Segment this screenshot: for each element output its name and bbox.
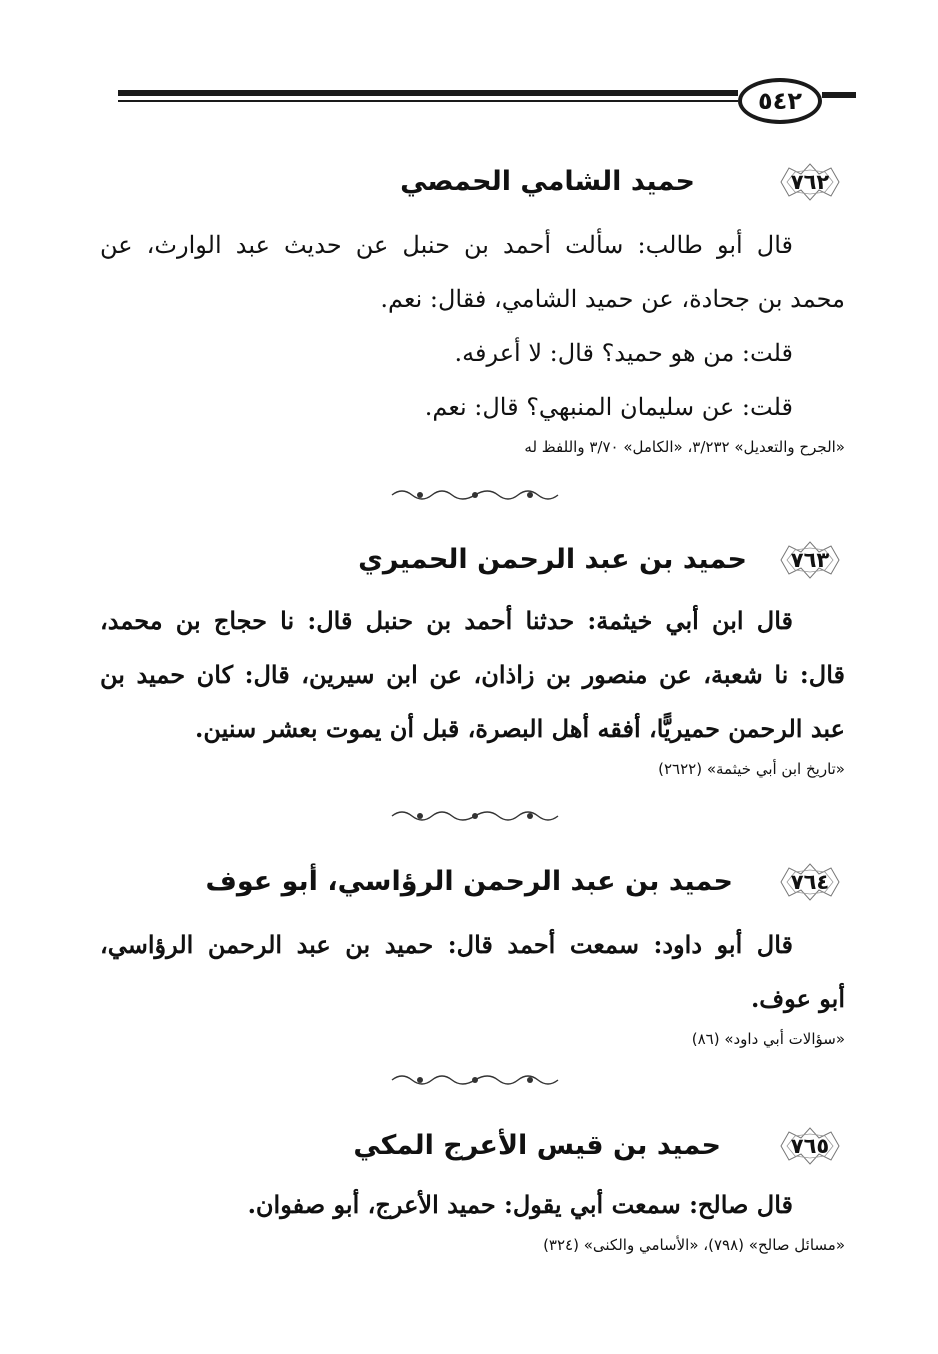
- entry-heading: [100, 162, 845, 212]
- text-line: قال أبو داود: سمعت أحمد قال: حميد بن عبد الرحمن الرؤاسي،: [100, 930, 793, 959]
- page-header: [118, 78, 856, 128]
- divider-ornament-icon: [390, 808, 560, 824]
- entry-764: [100, 862, 845, 1052]
- entry-number: ٧٦٢: [790, 170, 830, 194]
- entry-title: حميد بن عبد الرحمن الرؤاسي، أبو عوف: [205, 866, 733, 897]
- entry-762: [100, 162, 845, 460]
- text-line: قلت: عن سليمان المنبهي؟ قال: نعم.: [424, 393, 793, 421]
- page-number: ٥٤٢: [738, 78, 822, 124]
- text-line: قلت: من هو حميد؟ قال: لا أعرفه.: [454, 339, 793, 367]
- text-line: محمد بن جحادة، عن حميد الشامي، فقال: نعم.: [380, 285, 845, 313]
- header-rule: [118, 90, 738, 96]
- entry-763: [100, 540, 845, 782]
- source-citation: «سؤالات أبي داود» (٨٦): [691, 1030, 845, 1048]
- text-line: أبو عوف.: [750, 984, 845, 1013]
- entry-heading: [100, 1126, 845, 1176]
- entry-heading: [100, 540, 845, 590]
- entry-heading: [100, 862, 845, 912]
- entry-number: ٧٦٣: [790, 548, 830, 572]
- entry-text: [100, 1178, 845, 1232]
- entry-number-badge: [775, 1126, 845, 1166]
- text-line: قال صالح: سمعت أبي يقول: حميد الأعرج، أبو صفوان.: [247, 1190, 793, 1219]
- header-rule-right: [822, 92, 856, 98]
- entry-number-badge: [775, 540, 845, 580]
- text-line: قال أبو طالب: سألت أحمد بن حنبل عن حديث عبد الوارث، عن: [100, 231, 793, 259]
- entry-number-badge: [775, 162, 845, 202]
- divider-ornament-icon: [390, 487, 560, 503]
- source-citation: «تاريخ ابن أبي خيثمة» (٢٦٢٢): [658, 760, 845, 778]
- source-citation: «الجرح والتعديل» ٣/٢٣٢، «الكامل» ٣/٧٠ واللفظ له: [524, 438, 845, 456]
- entry-title: حميد بن عبد الرحمن الحميري: [358, 544, 747, 575]
- entry-text: [100, 218, 845, 434]
- entry-text: [100, 918, 845, 1026]
- entry-text: [100, 594, 845, 756]
- entry-title: حميد الشامي الحمصي: [400, 166, 695, 197]
- entry-number-badge: [775, 862, 845, 902]
- entry-765: [100, 1126, 845, 1258]
- divider-ornament-icon: [390, 1072, 560, 1088]
- entry-number: ٧٦٥: [790, 1134, 830, 1158]
- entry-title: حميد بن قيس الأعرج المكي: [353, 1130, 721, 1161]
- text-line: قال ابن أبي خيثمة: حدثنا أحمد بن حنبل قال: نا حجاج بن محمد،: [100, 606, 793, 635]
- text-line: عبد الرحمن حميريًّا، أفقه أهل البصرة، قبل أن يموت بعشر سنين.: [195, 714, 845, 743]
- header-rule-thin: [118, 100, 738, 102]
- source-citation: «مسائل صالح» (٧٩٨)، «الأسامي والكنى» (٣٢٤): [543, 1236, 845, 1254]
- text-line: قال: نا شعبة، عن منصور بن زاذان، عن ابن سيرين، قال: كان حميد بن: [100, 660, 845, 689]
- entry-number: ٧٦٤: [790, 870, 830, 894]
